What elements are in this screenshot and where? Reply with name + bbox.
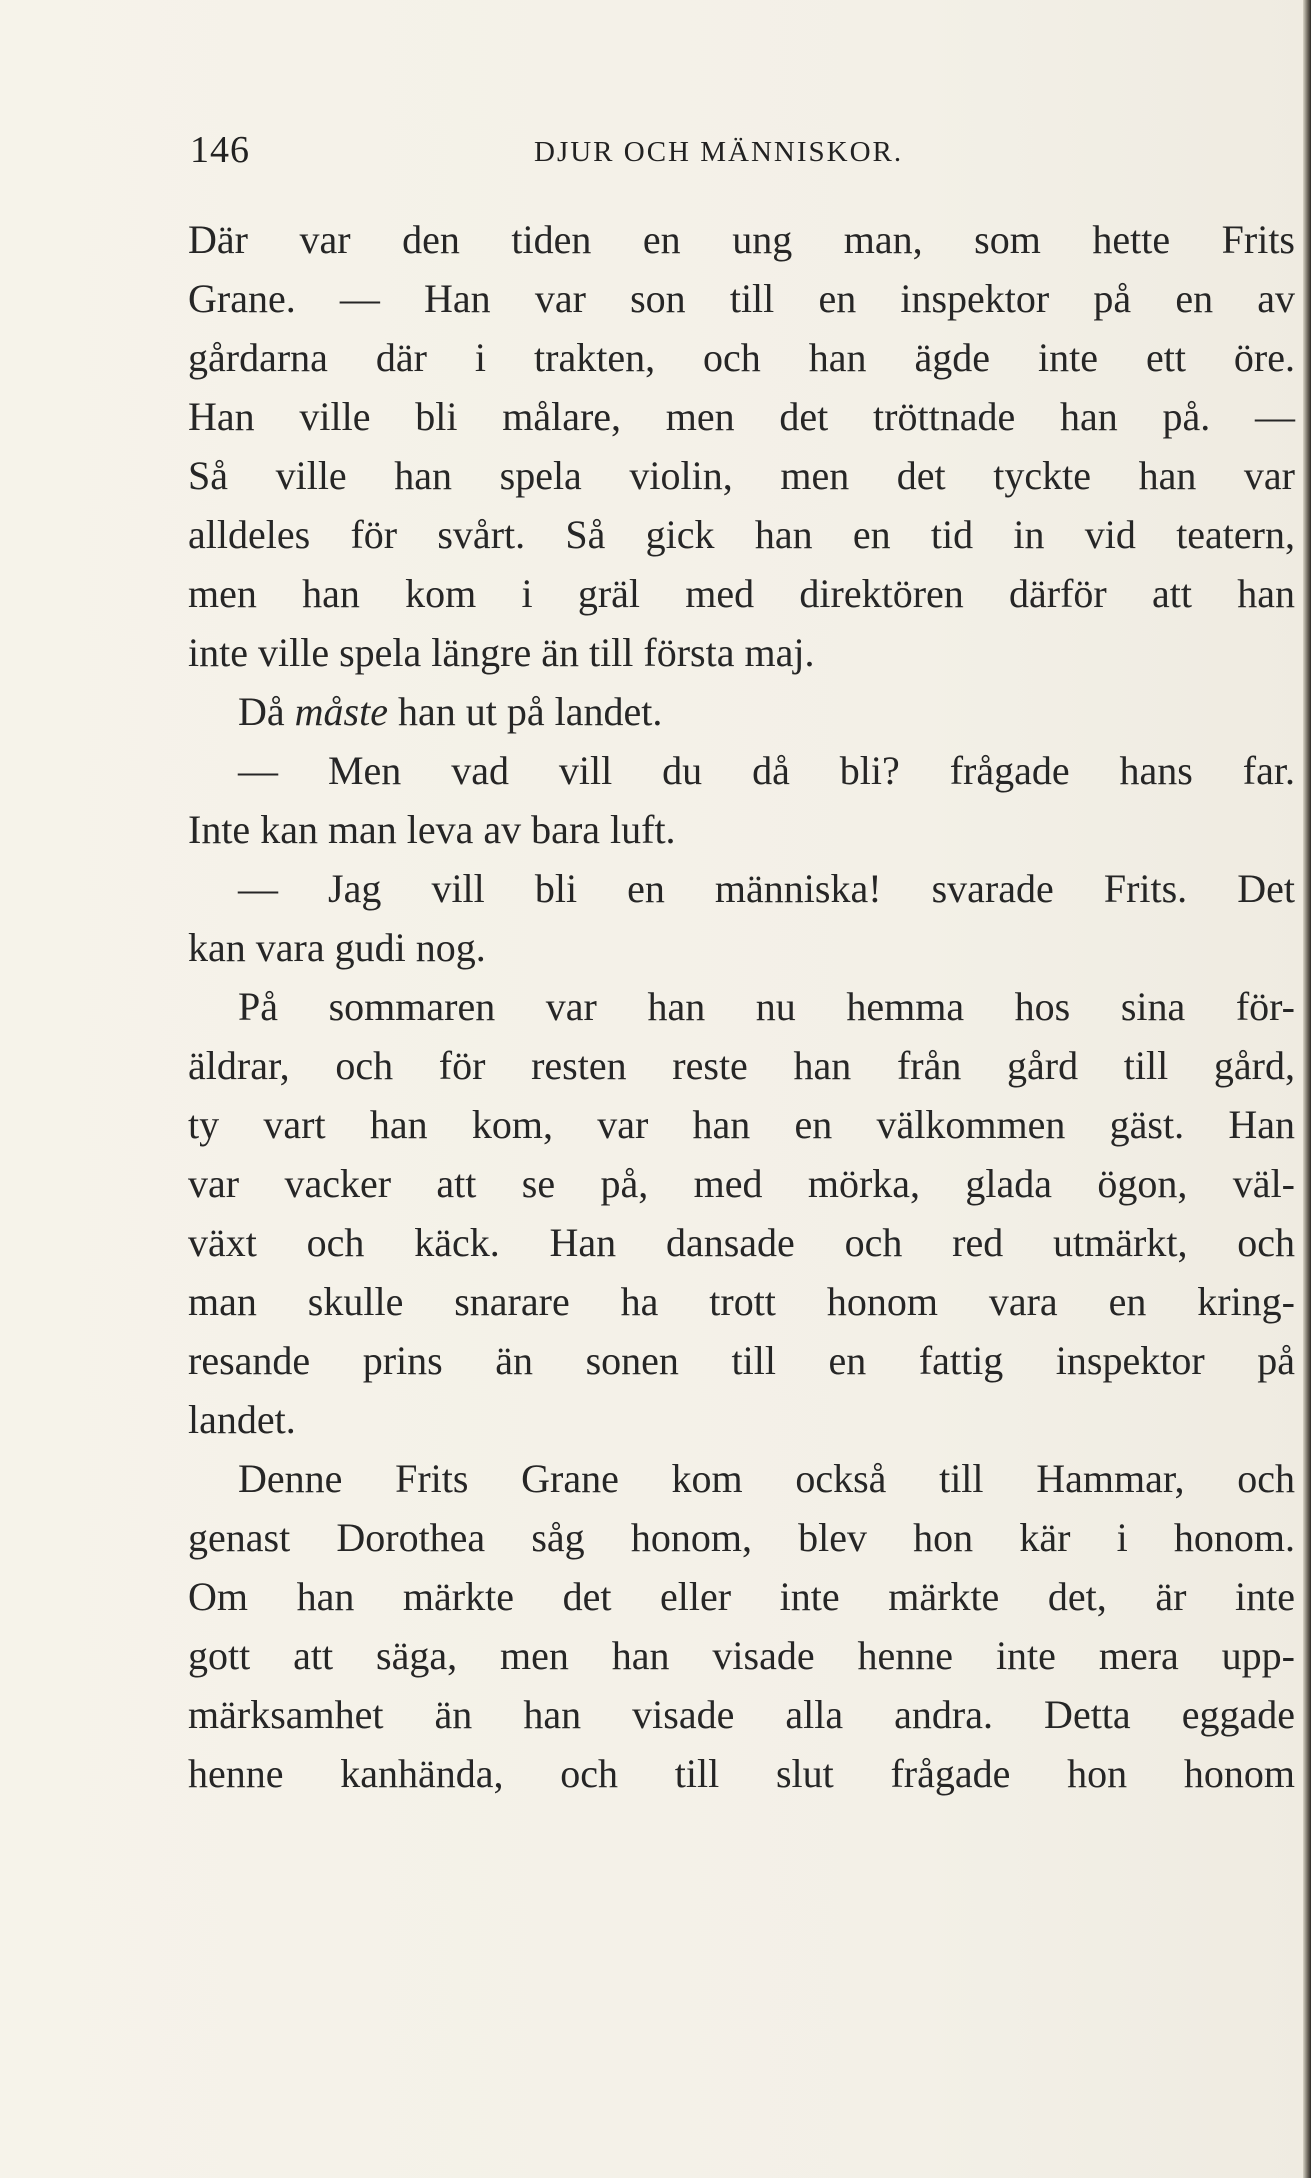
text-line: Inte kan man leva av bara luft. [188,807,676,852]
text-line: — Jag vill bli en människa! svarade Frits. Det [238,866,1295,911]
text-line: Där var den tiden en ung man, som hette Frits [188,217,1295,262]
text-fragment: han ut på landet. [397,689,663,734]
text-line: inte ville spela längre än till första maj. [188,630,815,675]
text-line: gott att säga, men han visade henne inte mera upp- [188,1633,1295,1678]
page-number: 146 [190,129,250,171]
text-line: ty vart han kom, var han en välkommen gäst. Han [188,1102,1295,1147]
text-line: kan vara gudi nog. [188,925,486,970]
text-line [188,682,1295,741]
page-header [190,128,1295,178]
text-line: landet. [188,1397,296,1442]
text-line: äldrar, och för resten reste han från gård till gård, [188,1043,1295,1088]
text-line: Han ville bli målare, men det tröttnade han på. — [188,394,1295,439]
text-fragment: Då [238,689,285,734]
text-line: Om han märkte det eller inte märkte det, är inte [188,1574,1295,1619]
text-line: resande prins än sonen till en fattig inspektor på [188,1338,1295,1383]
text-line: genast Dorothea såg honom, blev hon kär i honom. [188,1515,1295,1560]
text-line: — Men vad vill du då bli? frågade hans far. [238,748,1295,793]
text-line: märksamhet än han visade alla andra. Detta eggade [188,1692,1295,1737]
text-line: Grane. — Han var son till en inspektor på en av [188,276,1295,321]
text-line: var vacker att se på, med mörka, glada ögon, väl- [188,1161,1295,1206]
body-text [188,210,1295,1803]
text-line: Så ville han spela violin, men det tyckte han var [188,453,1295,498]
text-line: men han kom i gräl med direktören därför att han [188,571,1295,616]
text-line: gårdarna där i trakten, och han ägde inte ett öre. [188,335,1295,380]
text-line: växt och käck. Han dansade och red utmärkt, och [188,1220,1295,1265]
text-line: På sommaren var han nu hemma hos sina för- [238,984,1295,1029]
page-edge [1303,0,1311,2178]
text-line: Denne Frits Grane kom också till Hammar, och [238,1456,1295,1501]
emphasized-word: måste [294,689,388,734]
text-line: alldeles för svårt. Så gick han en tid in vid teatern, [188,512,1295,557]
running-title: DJUR OCH MÄNNISKOR. [534,136,904,168]
text-line: henne kanhända, och till slut frågade hon honom [188,1751,1295,1796]
text-line: man skulle snarare ha trott honom vara en kring- [188,1279,1295,1324]
